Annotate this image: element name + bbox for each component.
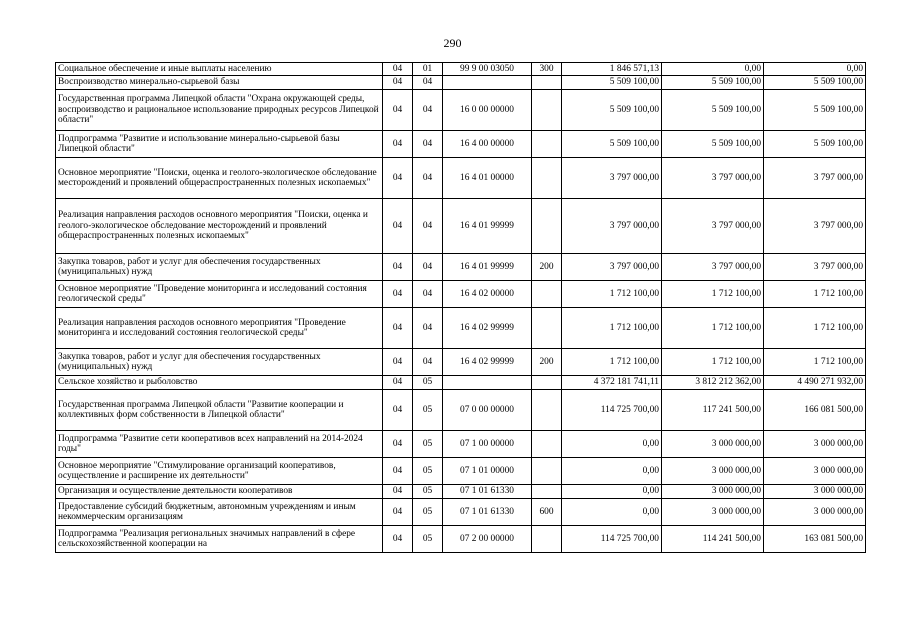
expense-type-code: [532, 390, 562, 431]
target-article-code: 16 4 01 99999: [443, 254, 532, 281]
subsection-code: 04: [413, 308, 443, 349]
expense-type-code: 300: [532, 63, 562, 76]
amount-col-2: 5 509 100,00: [662, 76, 764, 90]
row-name: Реализация направления расходов основного мероприятия "Поиски, оценка и геолого-экологическое обследование месторождений и проявлений общераспространенных полезных ископаемых": [56, 199, 383, 254]
amount-col-2: 1 712 100,00: [662, 281, 764, 308]
amount-col-1: 1 712 100,00: [562, 281, 662, 308]
expense-type-code: [532, 90, 562, 131]
section-code: 04: [383, 199, 413, 254]
amount-col-1: 1 846 571,13: [562, 63, 662, 76]
amount-col-3: 1 712 100,00: [764, 308, 866, 349]
expense-type-code: [532, 376, 562, 390]
expense-type-code: [532, 458, 562, 485]
expense-type-code: [532, 199, 562, 254]
target-article-code: 07 1 01 61330: [443, 499, 532, 526]
row-name: Основное мероприятие "Проведение мониторинга и исследований состояния геологической среды": [56, 281, 383, 308]
row-name: Подпрограмма "Развитие сети кооперативов всех направлений на 2014-2024 годы": [56, 431, 383, 458]
amount-col-1: 1 712 100,00: [562, 349, 662, 376]
section-code: 04: [383, 281, 413, 308]
amount-col-2: 5 509 100,00: [662, 90, 764, 131]
target-article-code: 16 4 02 99999: [443, 349, 532, 376]
amount-col-1: 0,00: [562, 431, 662, 458]
expense-type-code: 600: [532, 499, 562, 526]
amount-col-3: 3 000 000,00: [764, 485, 866, 499]
target-article-code: 16 4 01 99999: [443, 199, 532, 254]
target-article-code: [443, 376, 532, 390]
amount-col-2: 3 000 000,00: [662, 431, 764, 458]
subsection-code: 05: [413, 458, 443, 485]
amount-col-1: 5 509 100,00: [562, 90, 662, 131]
section-code: 04: [383, 76, 413, 90]
section-code: 04: [383, 526, 413, 553]
expense-type-code: 200: [532, 254, 562, 281]
subsection-code: 04: [413, 131, 443, 158]
subsection-code: 05: [413, 390, 443, 431]
amount-col-2: 3 797 000,00: [662, 199, 764, 254]
amount-col-1: 114 725 700,00: [562, 390, 662, 431]
table-row: [56, 431, 866, 458]
amount-col-3: 3 000 000,00: [764, 458, 866, 485]
subsection-code: 05: [413, 499, 443, 526]
table-row: [56, 281, 866, 308]
amount-col-1: 0,00: [562, 485, 662, 499]
expense-type-code: [532, 76, 562, 90]
amount-col-1: 0,00: [562, 458, 662, 485]
subsection-code: 04: [413, 349, 443, 376]
amount-col-1: 5 509 100,00: [562, 131, 662, 158]
table-row: [56, 349, 866, 376]
amount-col-2: 3 812 212 362,00: [662, 376, 764, 390]
row-name: Организация и осуществление деятельности кооперативов: [56, 485, 383, 499]
target-article-code: 07 1 01 61330: [443, 485, 532, 499]
subsection-code: 05: [413, 376, 443, 390]
amount-col-3: 3 797 000,00: [764, 199, 866, 254]
row-name: Закупка товаров, работ и услуг для обеспечения государственных (муниципальных) нужд: [56, 254, 383, 281]
table-row: [56, 158, 866, 199]
expense-type-code: [532, 308, 562, 349]
amount-col-2: 5 509 100,00: [662, 131, 764, 158]
row-name: Воспроизводство минерально-сырьевой базы: [56, 76, 383, 90]
section-code: 04: [383, 349, 413, 376]
amount-col-3: 3 797 000,00: [764, 158, 866, 199]
amount-col-3: 5 509 100,00: [764, 90, 866, 131]
amount-col-3: 3 000 000,00: [764, 499, 866, 526]
amount-col-2: 1 712 100,00: [662, 349, 764, 376]
row-name: Реализация направления расходов основного мероприятия "Проведение мониторинга и исследований состояния геологической среды": [56, 308, 383, 349]
amount-col-3: 3 000 000,00: [764, 431, 866, 458]
subsection-code: 04: [413, 281, 443, 308]
row-name: Государственная программа Липецкой области "Развитие кооперации и коллективных форм собственности в Липецкой области": [56, 390, 383, 431]
target-article-code: 16 4 00 00000: [443, 131, 532, 158]
row-name: Подпрограмма "Развитие и использование минерально-сырьевой базы Липецкой области": [56, 131, 383, 158]
row-name: Закупка товаров, работ и услуг для обеспечения государственных (муниципальных) нужд: [56, 349, 383, 376]
amount-col-2: 1 712 100,00: [662, 308, 764, 349]
table-body: [56, 63, 866, 553]
section-code: 04: [383, 90, 413, 131]
target-article-code: 16 4 01 00000: [443, 158, 532, 199]
target-article-code: 16 4 02 99999: [443, 308, 532, 349]
table-row: [56, 63, 866, 76]
target-article-code: 16 0 00 00000: [443, 90, 532, 131]
expense-type-code: [532, 281, 562, 308]
amount-col-1: 3 797 000,00: [562, 254, 662, 281]
amount-col-3: 5 509 100,00: [764, 76, 866, 90]
subsection-code: 04: [413, 90, 443, 131]
row-name: Предоставление субсидий бюджетным, автономным учреждениям и иным некоммерческим организациям: [56, 499, 383, 526]
row-name: Основное мероприятие "Стимулирование организаций кооперативов, осуществление и расширение их деятельности": [56, 458, 383, 485]
table-row: [56, 485, 866, 499]
expense-type-code: [532, 131, 562, 158]
subsection-code: 04: [413, 76, 443, 90]
row-name: Социальное обеспечение и иные выплаты населению: [56, 63, 383, 76]
row-name: Государственная программа Липецкой области "Охрана окружающей среды, воспроизводство и рациональное использование природных ресурсов Липецкой области": [56, 90, 383, 131]
amount-col-2: 114 241 500,00: [662, 526, 764, 553]
subsection-code: 05: [413, 526, 443, 553]
table-row: [56, 376, 866, 390]
expense-type-code: 200: [532, 349, 562, 376]
amount-col-1: 114 725 700,00: [562, 526, 662, 553]
amount-col-3: 0,00: [764, 63, 866, 76]
table-row: [56, 526, 866, 553]
subsection-code: 01: [413, 63, 443, 76]
section-code: 04: [383, 485, 413, 499]
row-name: Подпрограмма "Реализация региональных значимых направлений в сфере сельскохозяйственной кооперации на: [56, 526, 383, 553]
amount-col-3: 1 712 100,00: [764, 281, 866, 308]
amount-col-3: 166 081 500,00: [764, 390, 866, 431]
target-article-code: [443, 76, 532, 90]
amount-col-2: 3 000 000,00: [662, 485, 764, 499]
expense-type-code: [532, 526, 562, 553]
target-article-code: 07 1 00 00000: [443, 431, 532, 458]
section-code: 04: [383, 158, 413, 199]
table-row: [56, 499, 866, 526]
amount-col-3: 163 081 500,00: [764, 526, 866, 553]
amount-col-3: 1 712 100,00: [764, 349, 866, 376]
section-code: 04: [383, 458, 413, 485]
table-row: [56, 308, 866, 349]
target-article-code: 07 2 00 00000: [443, 526, 532, 553]
table-row: [56, 390, 866, 431]
amount-col-2: 117 241 500,00: [662, 390, 764, 431]
section-code: 04: [383, 499, 413, 526]
table-row: [56, 90, 866, 131]
budget-table: [55, 62, 866, 553]
row-name: Сельское хозяйство и рыболовство: [56, 376, 383, 390]
amount-col-1: 3 797 000,00: [562, 199, 662, 254]
expense-type-code: [532, 431, 562, 458]
subsection-code: 05: [413, 431, 443, 458]
amount-col-1: 0,00: [562, 499, 662, 526]
target-article-code: 99 9 00 03050: [443, 63, 532, 76]
table-row: [56, 76, 866, 90]
expense-type-code: [532, 158, 562, 199]
amount-col-1: 3 797 000,00: [562, 158, 662, 199]
amount-col-2: 3 000 000,00: [662, 499, 764, 526]
table-row: [56, 199, 866, 254]
subsection-code: 05: [413, 485, 443, 499]
table-row: [56, 254, 866, 281]
section-code: 04: [383, 390, 413, 431]
subsection-code: 04: [413, 158, 443, 199]
table-row: [56, 458, 866, 485]
section-code: 04: [383, 308, 413, 349]
subsection-code: 04: [413, 254, 443, 281]
section-code: 04: [383, 254, 413, 281]
table-row: [56, 131, 866, 158]
amount-col-3: 5 509 100,00: [764, 131, 866, 158]
amount-col-2: 3 797 000,00: [662, 254, 764, 281]
section-code: 04: [383, 131, 413, 158]
target-article-code: 07 1 01 00000: [443, 458, 532, 485]
amount-col-2: 3 000 000,00: [662, 458, 764, 485]
page-number: 290: [443, 36, 462, 50]
amount-col-1: 4 372 181 741,11: [562, 376, 662, 390]
section-code: 04: [383, 63, 413, 76]
amount-col-1: 5 509 100,00: [562, 76, 662, 90]
expense-type-code: [532, 485, 562, 499]
section-code: 04: [383, 431, 413, 458]
amount-col-2: 3 797 000,00: [662, 158, 764, 199]
target-article-code: 16 4 02 00000: [443, 281, 532, 308]
amount-col-3: 4 490 271 932,00: [764, 376, 866, 390]
amount-col-1: 1 712 100,00: [562, 308, 662, 349]
target-article-code: 07 0 00 00000: [443, 390, 532, 431]
amount-col-3: 3 797 000,00: [764, 254, 866, 281]
row-name: Основное мероприятие "Поиски, оценка и геолого-экологическое обследование месторождений и проявлений общераспространенных полезных ископаемых": [56, 158, 383, 199]
subsection-code: 04: [413, 199, 443, 254]
section-code: 04: [383, 376, 413, 390]
amount-col-2: 0,00: [662, 63, 764, 76]
